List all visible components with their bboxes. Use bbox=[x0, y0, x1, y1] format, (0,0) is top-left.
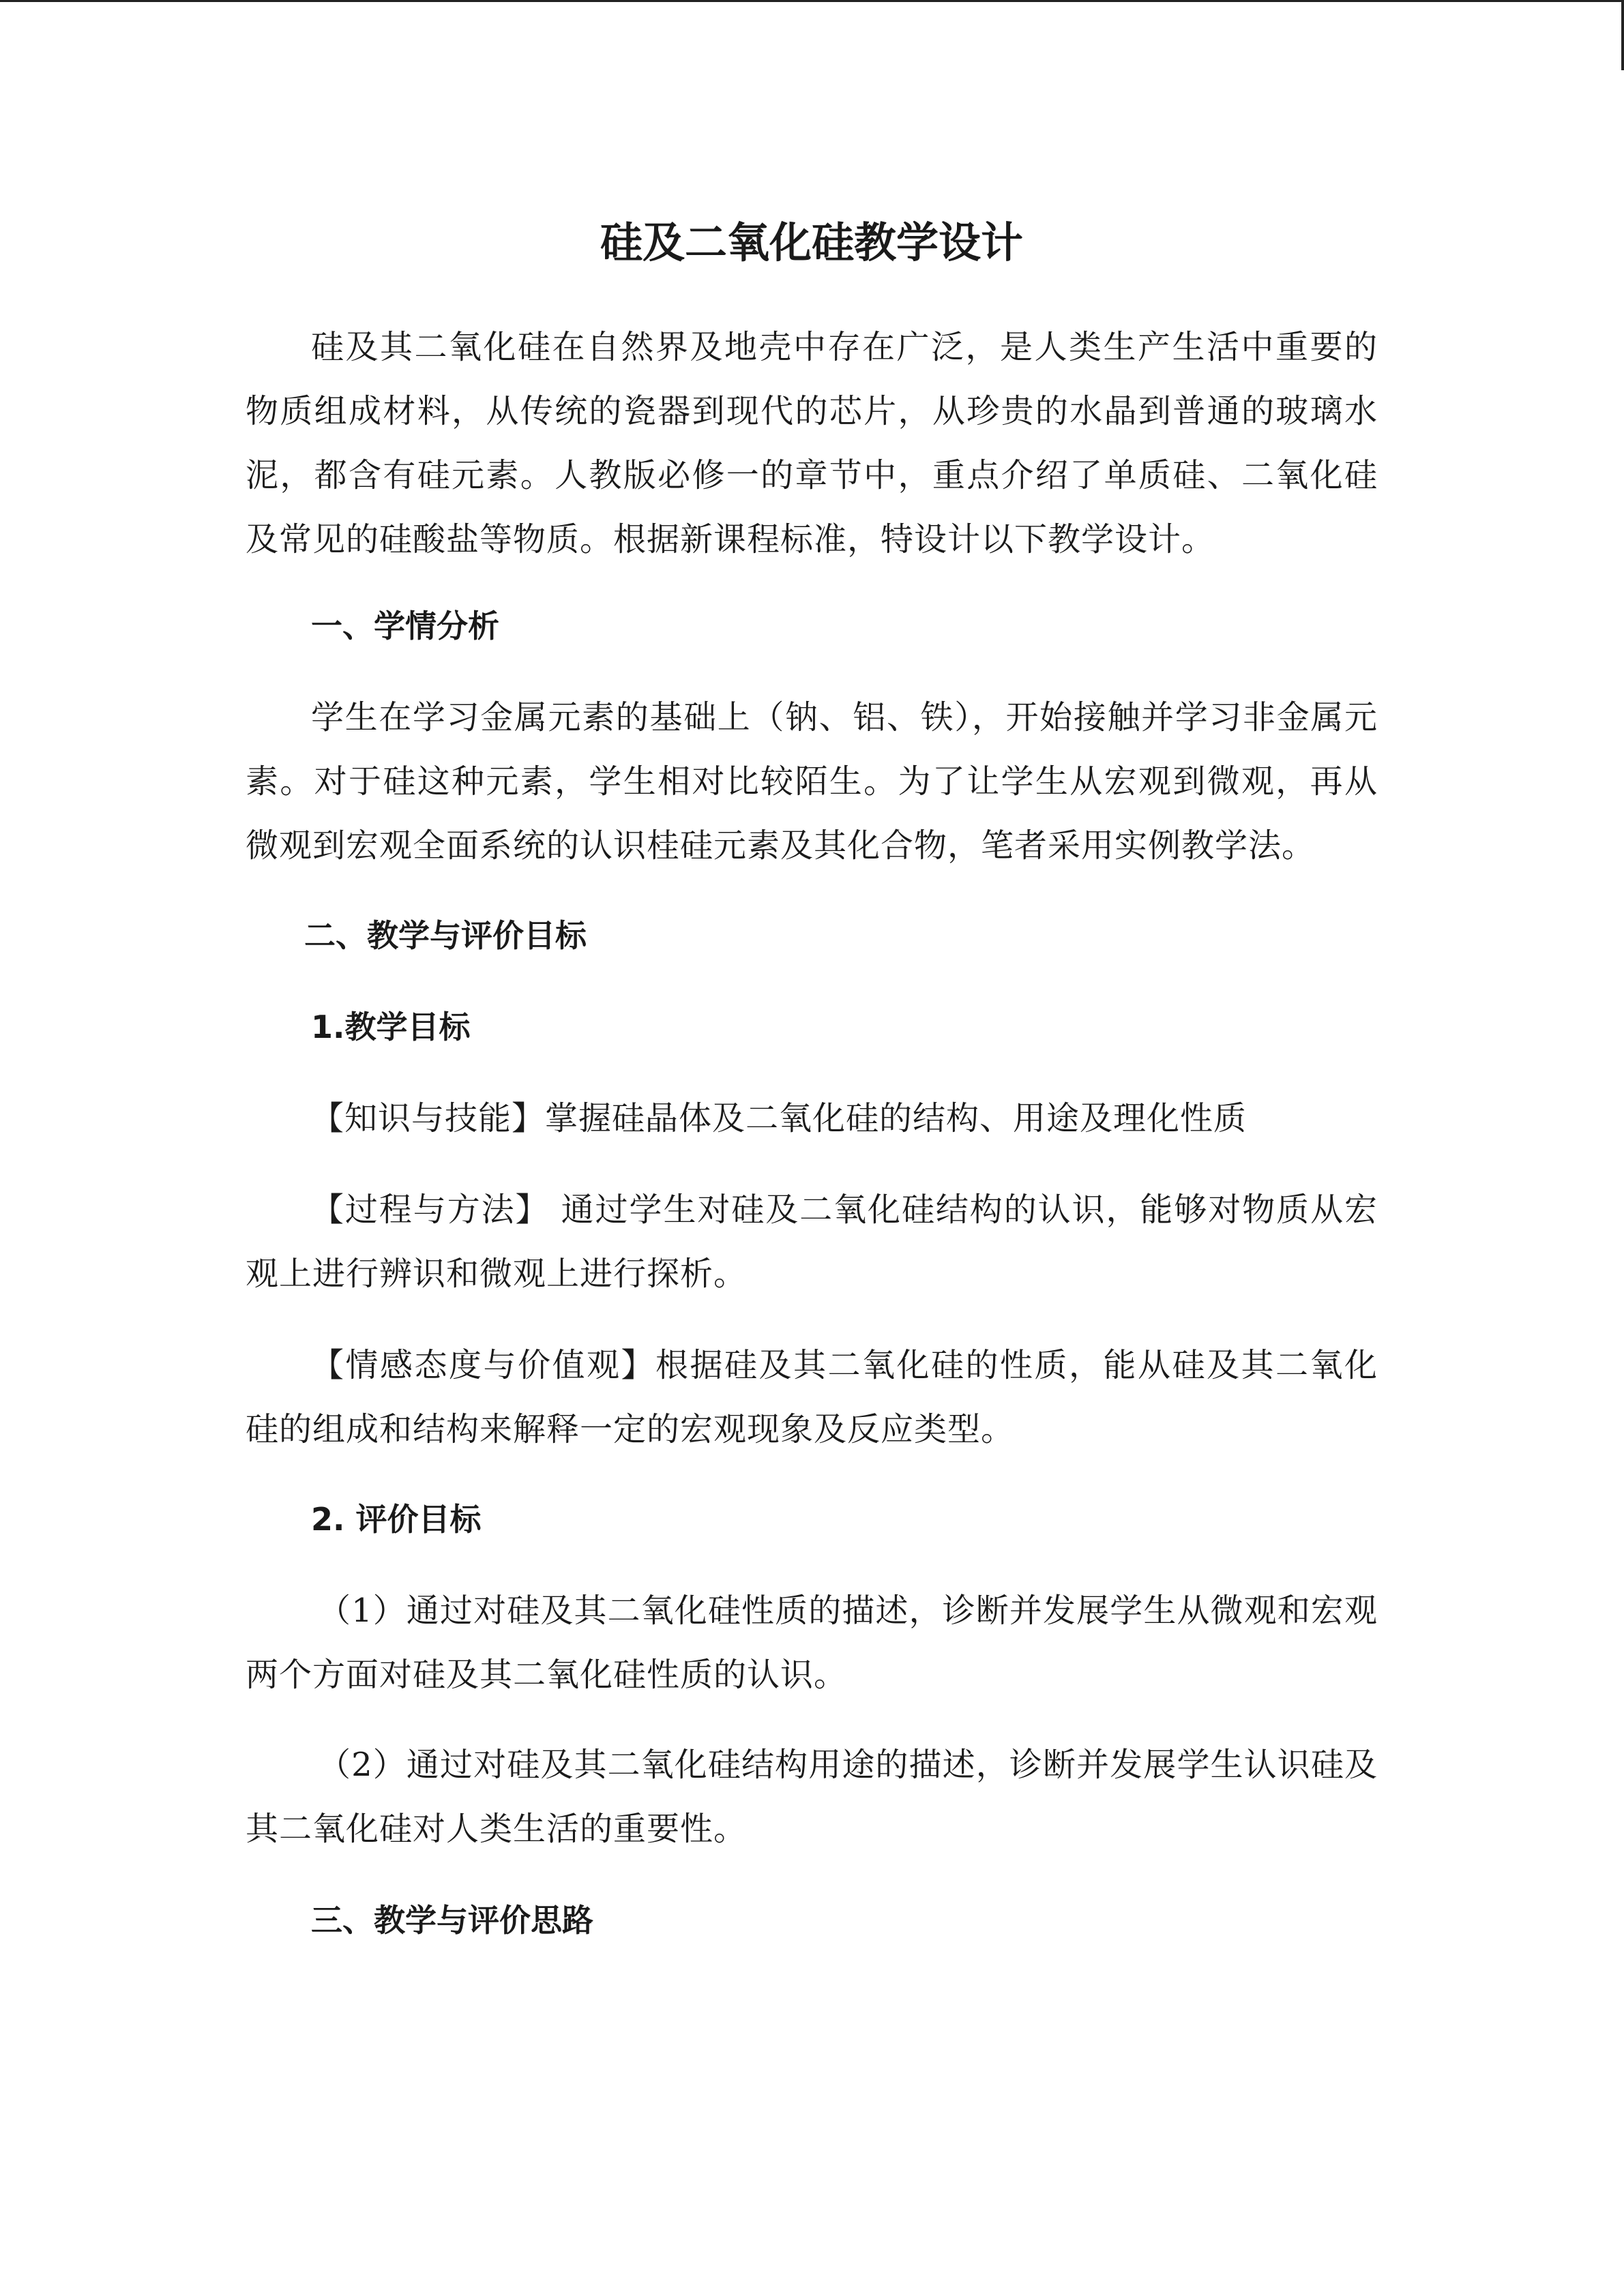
evaluation-item-2: （2）通过对硅及其二氧化硅结构用途的描述，诊断并发展学生认识硅及其二氧化硅对人类生活的重要性。 bbox=[246, 1746, 1378, 1848]
objective-process-methods: 【过程与方法】 通过学生对硅及二氧化硅结构的认识，能够对物质从宏观上进行辨识和微观上进行探析。 bbox=[246, 1191, 1378, 1293]
evaluation-item-1: （1）通过对硅及其二氧化硅性质的描述，诊断并发展学生从微观和宏观两个方面对硅及其二氧化硅性质的认识。 bbox=[246, 1592, 1378, 1694]
objective-emotion-values: 【情感态度与价值观】根据硅及其二氧化硅的性质，能从硅及其二氧化硅的组成和结构来解释一定的宏观现象及反应类型。 bbox=[246, 1346, 1378, 1448]
subheading-teaching-objectives: 1.教学目标 bbox=[311, 1009, 471, 1045]
objective-knowledge-skills: 【知识与技能】掌握硅晶体及二氧化硅的结构、用途及理化性质 bbox=[311, 1099, 1247, 1137]
intro-paragraph: 硅及其二氧化硅在自然界及地壳中存在广泛，是人类生产生活中重要的物质组成材料，从传统的瓷器到现代的芯片，从珍贵的水晶到普通的玻璃水泥，都含有硅元素。人教版必修一的章节中，重点介绍了单质硅、二氧化硅及常见的硅酸盐等物质。根据新课程标准，特设计以下教学设计。 bbox=[246, 328, 1378, 558]
subheading-evaluation-objectives: 2. 评价目标 bbox=[311, 1501, 482, 1538]
section-heading-teaching-evaluation-approach: 三、教学与评价思路 bbox=[311, 1902, 593, 1939]
page-title: 硅及二氧化硅教学设计 bbox=[600, 218, 1023, 267]
section-heading-objectives: 二、教学与评价目标 bbox=[304, 917, 587, 954]
page-edge-mark bbox=[1621, 2, 1624, 70]
learner-analysis-paragraph: 学生在学习金属元素的基础上（钠、铝、铁），开始接触并学习非金属元素。对于硅这种元素，学生相对比较陌生。为了让学生从宏观到微观，再从微观到宏观全面系统的认识桂硅元素及其化合物，笔者采用实例教学法。 bbox=[246, 698, 1378, 865]
section-heading-learner-analysis: 一、学情分析 bbox=[311, 608, 499, 644]
